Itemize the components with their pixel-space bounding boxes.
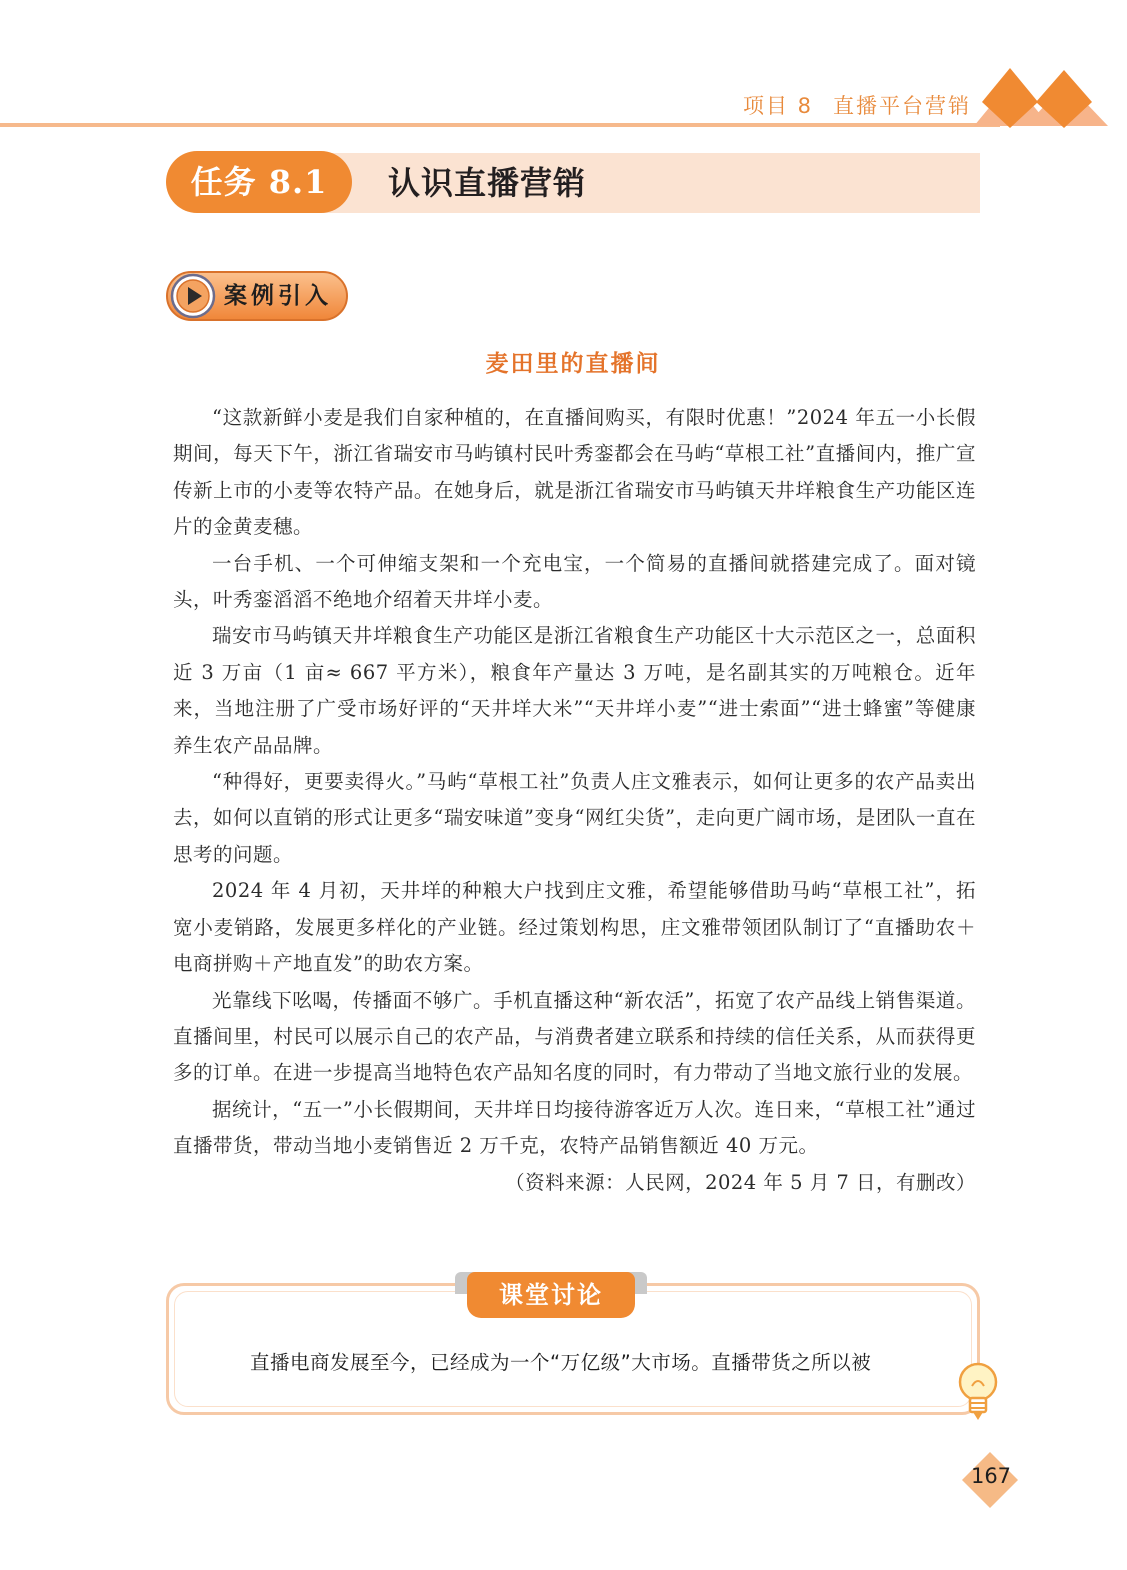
case-intro-label: 案例引入 — [224, 283, 332, 309]
article-title: 麦田里的直播间 — [485, 350, 661, 377]
header-diamond-decoration — [970, 62, 1110, 128]
discussion-text: 直播电商发展至今，已经成为一个“万亿级”大市场。直播带货之所以被 — [250, 1351, 872, 1374]
article-source: （资料来源：人民网，2024 年 5 月 7 日，有删改） — [505, 1170, 976, 1194]
page-number: 167 — [970, 1464, 1012, 1488]
task-title: 认识直播营销 — [388, 164, 587, 202]
paragraph: “这款新鲜小麦是我们自家种植的，在直播间购买，有限时优惠！”2024 年五一小长假期间，每天下午，浙江省瑞安市马屿镇村民叶秀銮都会在马屿“草根工社”直播间内，推广宣传新上市的小麦等农特产品。在她身后，就是浙江省瑞安市马屿镇天井垟粮食生产功能区连片的金黄麦穗。 — [173, 406, 976, 539]
paragraph: “种得好，更要卖得火。”马屿“草根工社”负责人庄文雅表示，如何让更多的农产品卖出去，如何以直销的形式让更多“瑞安味道”变身“网红尖货”，走向更广阔市场，是团队一直在思考的问题。 — [173, 770, 976, 866]
lightbulb-icon — [956, 1360, 1000, 1424]
paragraph: 一台手机、一个可伸缩支架和一个充电宝，一个简易的直播间就搭建完成了。面对镜头，叶秀銮滔滔不绝地介绍着天井垟小麦。 — [173, 551, 976, 612]
play-icon — [170, 273, 216, 319]
running-header — [743, 90, 971, 120]
paragraph: 光靠线下吆喝，传播面不够广。手机直播这种“新农活”，拓宽了农产品线上销售渠道。直播间里，村民可以展示自己的农产品，与消费者建立联系和持续的信任关系，从而获得更多的订单。在进一步提高当地特色农产品知名度的同时，有力带动了当地文旅行业的发展。 — [173, 988, 976, 1085]
project-title: 直播平台营销 — [833, 94, 971, 118]
project-label: 项目 8 — [742, 94, 813, 118]
paragraph: 据统计，“五一”小长假期间，天井垟日均接待游客近万人次。连日来，“草根工社”通过直播带货，带动当地小麦销售近 2 万千克，农特产品销售额近 40 万元。 — [173, 1097, 976, 1158]
task-number: 任务 8.1 — [166, 151, 352, 213]
paragraph: 瑞安市马屿镇天井垟粮食生产功能区是浙江省粮食生产功能区十大示范区之一，总面积近 3 万亩（1 亩≈ 667 平方米），粮食年产量达 3 万吨，是名副其实的万吨粮仓。近年来，当地注册了广受市场好评的“天井垟大米”“天井垟小麦”“进士索面”“进士蜂蜜”等健康养生农产品品牌。 — [173, 624, 976, 757]
header-rule — [0, 123, 1000, 127]
discussion-tab: 课堂讨论 — [467, 1272, 635, 1318]
article-body — [173, 400, 976, 1201]
paragraph: 2024 年 4 月初，天井垟的种粮大户找到庄文雅，希望能够借助马屿“草根工社”，拓宽小麦销路，发展更多样化的产业链。经过策划构思，庄文雅带领团队制订了“直播助农＋电商拼购＋产地直发”的助农方案。 — [173, 879, 976, 976]
